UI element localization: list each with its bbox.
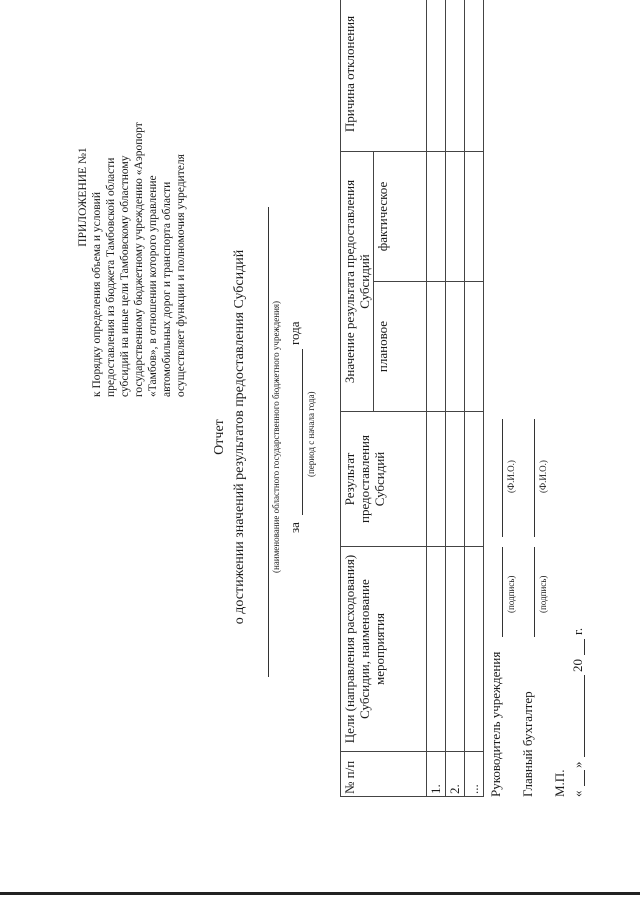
head-name-caption: (Ф.И.О.) (506, 460, 516, 493)
table-cell (427, 152, 446, 282)
col-header-reason: Причина отклонения (341, 0, 427, 152)
head-label: Руководитель учреждения (488, 651, 503, 797)
table-cell (465, 0, 484, 152)
table-cell (465, 282, 484, 412)
period-caption: (период с начала года) (306, 391, 316, 477)
report-title: Отчет (212, 419, 227, 455)
accountant-label: Главный бухгалтер (520, 691, 535, 797)
date-year-suffix: г. (570, 627, 585, 635)
date-year-line (584, 639, 585, 655)
table-cell (465, 412, 484, 547)
table-cell (427, 412, 446, 547)
results-table (340, 0, 484, 797)
page-bottom-rule (0, 892, 640, 895)
appendix-line: субсидий на иные цели Тамбовскому областному (119, 155, 131, 397)
appendix-header: ПРИЛОЖЕНИЕ №1 (77, 147, 89, 247)
date-day-line (584, 770, 585, 786)
appendix-line: государственному бюджетному учреждению «Аэропорт (133, 122, 145, 397)
date-year-prefix: 20 (570, 659, 585, 672)
rotated-form-sheet (40, 0, 600, 877)
head-sign-line (502, 547, 503, 637)
col-header-goals: Цели (направления расходования) Субсидии, наименование мероприятия (341, 547, 427, 752)
appendix-line: «Тамбов», в отношении которого управление (147, 175, 159, 397)
table-row (427, 0, 446, 797)
appendix-line: автомобильных дорог и транспорта области (161, 181, 173, 397)
table-cell (465, 152, 484, 282)
table-cell (446, 282, 465, 412)
date-month-line (584, 675, 585, 757)
table-row (465, 0, 484, 797)
accountant-name-caption: (Ф.И.О.) (538, 460, 548, 493)
table-cell (446, 412, 465, 547)
col-header-number: № п/п (341, 752, 427, 797)
period-prefix: за (287, 522, 302, 533)
table-cell (446, 0, 465, 152)
accountant-sign-caption: (подпись) (538, 575, 548, 613)
head-sign-caption: (подпись) (506, 575, 516, 613)
report-subtitle: о достижении значений результатов предоставления Субсидий (232, 249, 247, 625)
appendix-line: предоставления из бюджета Тамбовской области (105, 157, 117, 397)
row-number: 2. (446, 752, 465, 797)
table-cell (446, 547, 465, 752)
institution-caption: (наименование областного государственного бюджетного учреждения) (271, 300, 281, 574)
accountant-name-line (534, 419, 535, 537)
institution-line (268, 207, 269, 677)
col-header-planned: плановое (374, 282, 427, 412)
table-cell (465, 547, 484, 752)
col-header-result: Результат предоставления Субсидий (341, 412, 427, 547)
stamp-label: М.П. (552, 769, 567, 797)
period-line (302, 349, 303, 515)
col-header-value: Значение результата предоставления Субсидий (341, 152, 374, 412)
table-row (446, 0, 465, 797)
accountant-sign-line (534, 547, 535, 637)
head-name-line (502, 419, 503, 537)
row-number: 1. (427, 752, 446, 797)
date-close-quote: » (570, 761, 585, 768)
appendix-line: к Порядку определения объема и условий (91, 192, 103, 397)
appendix-block (76, 0, 188, 397)
period-suffix: года (287, 321, 302, 345)
appendix-line: осуществляет функции и полномочия учредителя (175, 154, 187, 397)
table-cell (446, 152, 465, 282)
date-open-quote: « (570, 790, 585, 797)
table-cell (427, 0, 446, 152)
table-cell (427, 547, 446, 752)
table-cell (427, 282, 446, 412)
col-header-actual: фактическое (374, 152, 427, 282)
row-number: ... (465, 752, 484, 797)
